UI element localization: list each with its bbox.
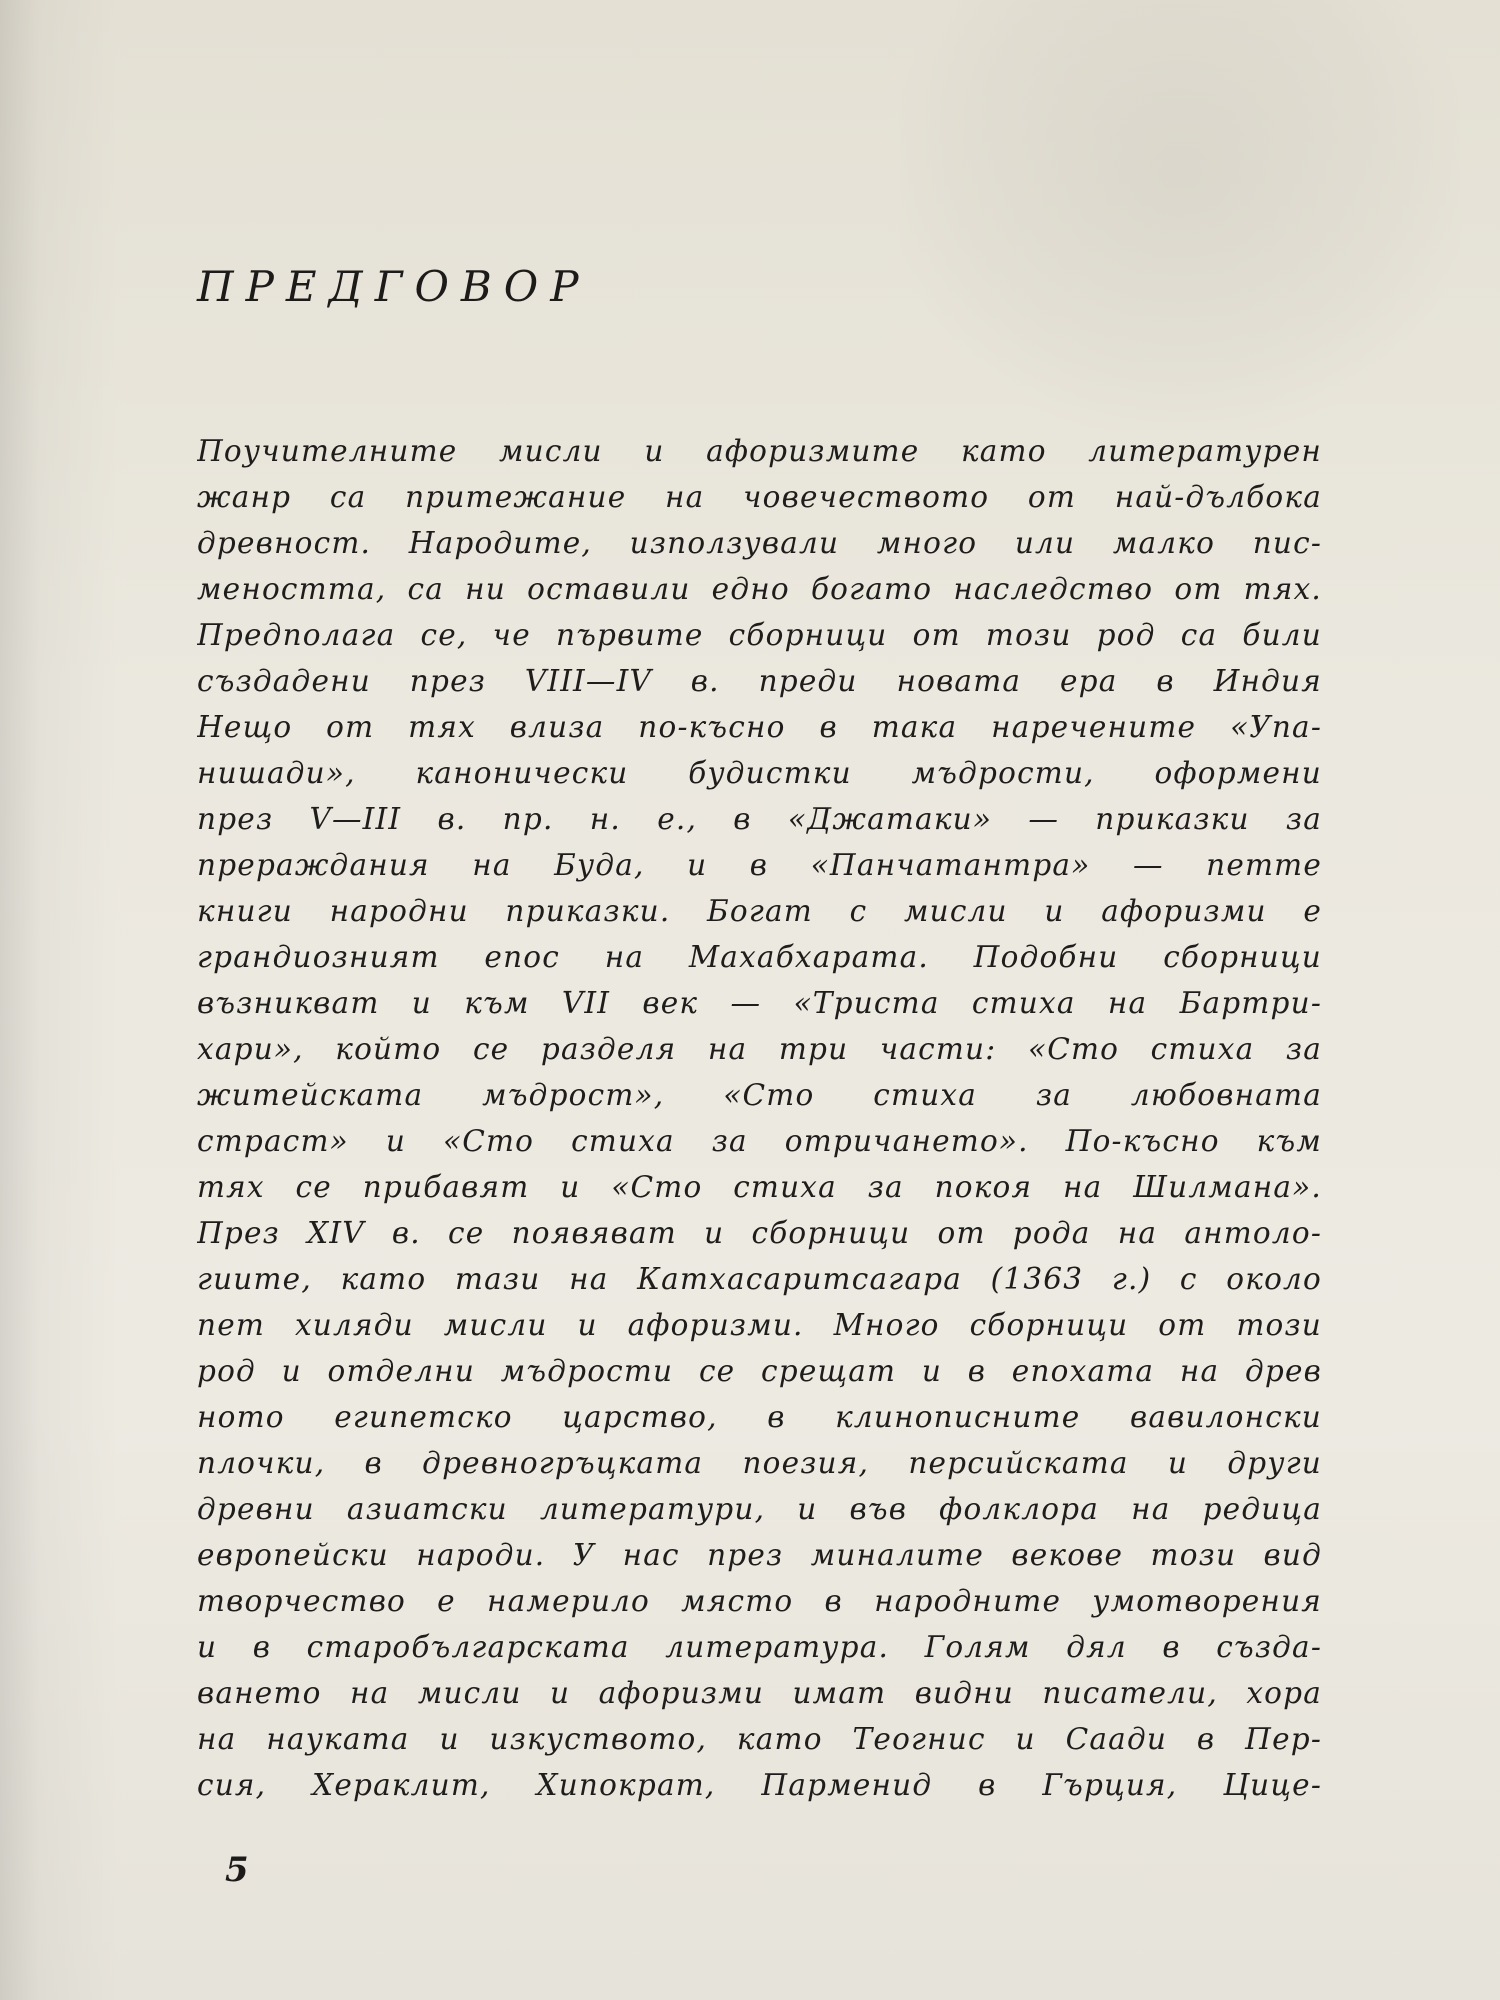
- text-line: ването на мисли и афоризми имат видни писатели, хора: [197, 1676, 1322, 1710]
- text-line: европейски народи. У нас през миналите векове този вид: [197, 1538, 1322, 1572]
- text-line: и в старобългарската литература. Голям дял в създа-: [197, 1630, 1322, 1664]
- text-line: Нещо от тях влиза по-късно в така наречените «Упа-: [197, 710, 1322, 744]
- text-line: древност. Народите, използували много или малко пис-: [197, 526, 1322, 560]
- text-line: на науката и изкуството, като Теогнис и Саади в Пер-: [197, 1722, 1322, 1756]
- text-line: книги народни приказки. Богат с мисли и афоризми е: [197, 894, 1322, 928]
- text-line: плочки, в древногръцката поезия, персийската и други: [197, 1446, 1322, 1480]
- page-number: 5: [225, 1850, 249, 1890]
- text-line: меността, са ни оставили едно богато наследство от тях.: [197, 572, 1322, 606]
- page-title: ПРЕДГОВОР: [197, 262, 591, 311]
- text-line: възникват и към VII век — «Триста стиха на Бартри-: [197, 986, 1322, 1020]
- text-line: тях се прибавят и «Сто стиха за покоя на Шилмана».: [197, 1170, 1322, 1204]
- text-line: пет хиляди мисли и афоризми. Много сборници от този: [197, 1308, 1322, 1342]
- text-line: страст» и «Сто стиха за отричането». По-късно към: [197, 1124, 1322, 1158]
- text-line: Поучителните мисли и афоризмите като литературен: [197, 434, 1322, 468]
- text-line: През XIV в. се появяват и сборници от рода на антоло-: [197, 1216, 1322, 1250]
- preface-paragraph: [197, 428, 1322, 1808]
- text-line: гиите, като тази на Катхасаритсагара (1363 г.) с около: [197, 1262, 1322, 1296]
- text-line: Предполага се, че първите сборници от този род са били: [197, 618, 1322, 652]
- text-line: прераждания на Буда, и в «Панчатантра» — петте: [197, 848, 1322, 882]
- text-line: род и отделни мъдрости се срещат и в епохата на древ: [197, 1354, 1322, 1388]
- text-line: хари», който се разделя на три части: «Сто стиха за: [197, 1032, 1322, 1066]
- text-line: нишади», канонически будистки мъдрости, оформени: [197, 756, 1322, 790]
- text-line: създадени през VIII—IV в. преди новата ера в Индия: [197, 664, 1322, 698]
- text-line: сия, Хераклит, Хипократ, Парменид в Гърция, Цице-: [197, 1768, 1322, 1802]
- text-line: творчество е намерило място в народните умотворения: [197, 1584, 1322, 1618]
- text-line: жанр са притежание на човечеството от най-дълбока: [197, 480, 1322, 514]
- text-line: житейската мъдрост», «Сто стиха за любовната: [197, 1078, 1322, 1112]
- show-through-text: [900, 0, 1460, 430]
- text-line: древни азиатски литератури, и във фолклора на редица: [197, 1492, 1322, 1526]
- text-line: грандиозният епос на Махабхарата. Подобни сборници: [197, 940, 1322, 974]
- text-line: през V—III в. пр. н. е., в «Джатаки» — приказки за: [197, 802, 1322, 836]
- text-line: ното египетско царство, в клинописните вавилонски: [197, 1400, 1322, 1434]
